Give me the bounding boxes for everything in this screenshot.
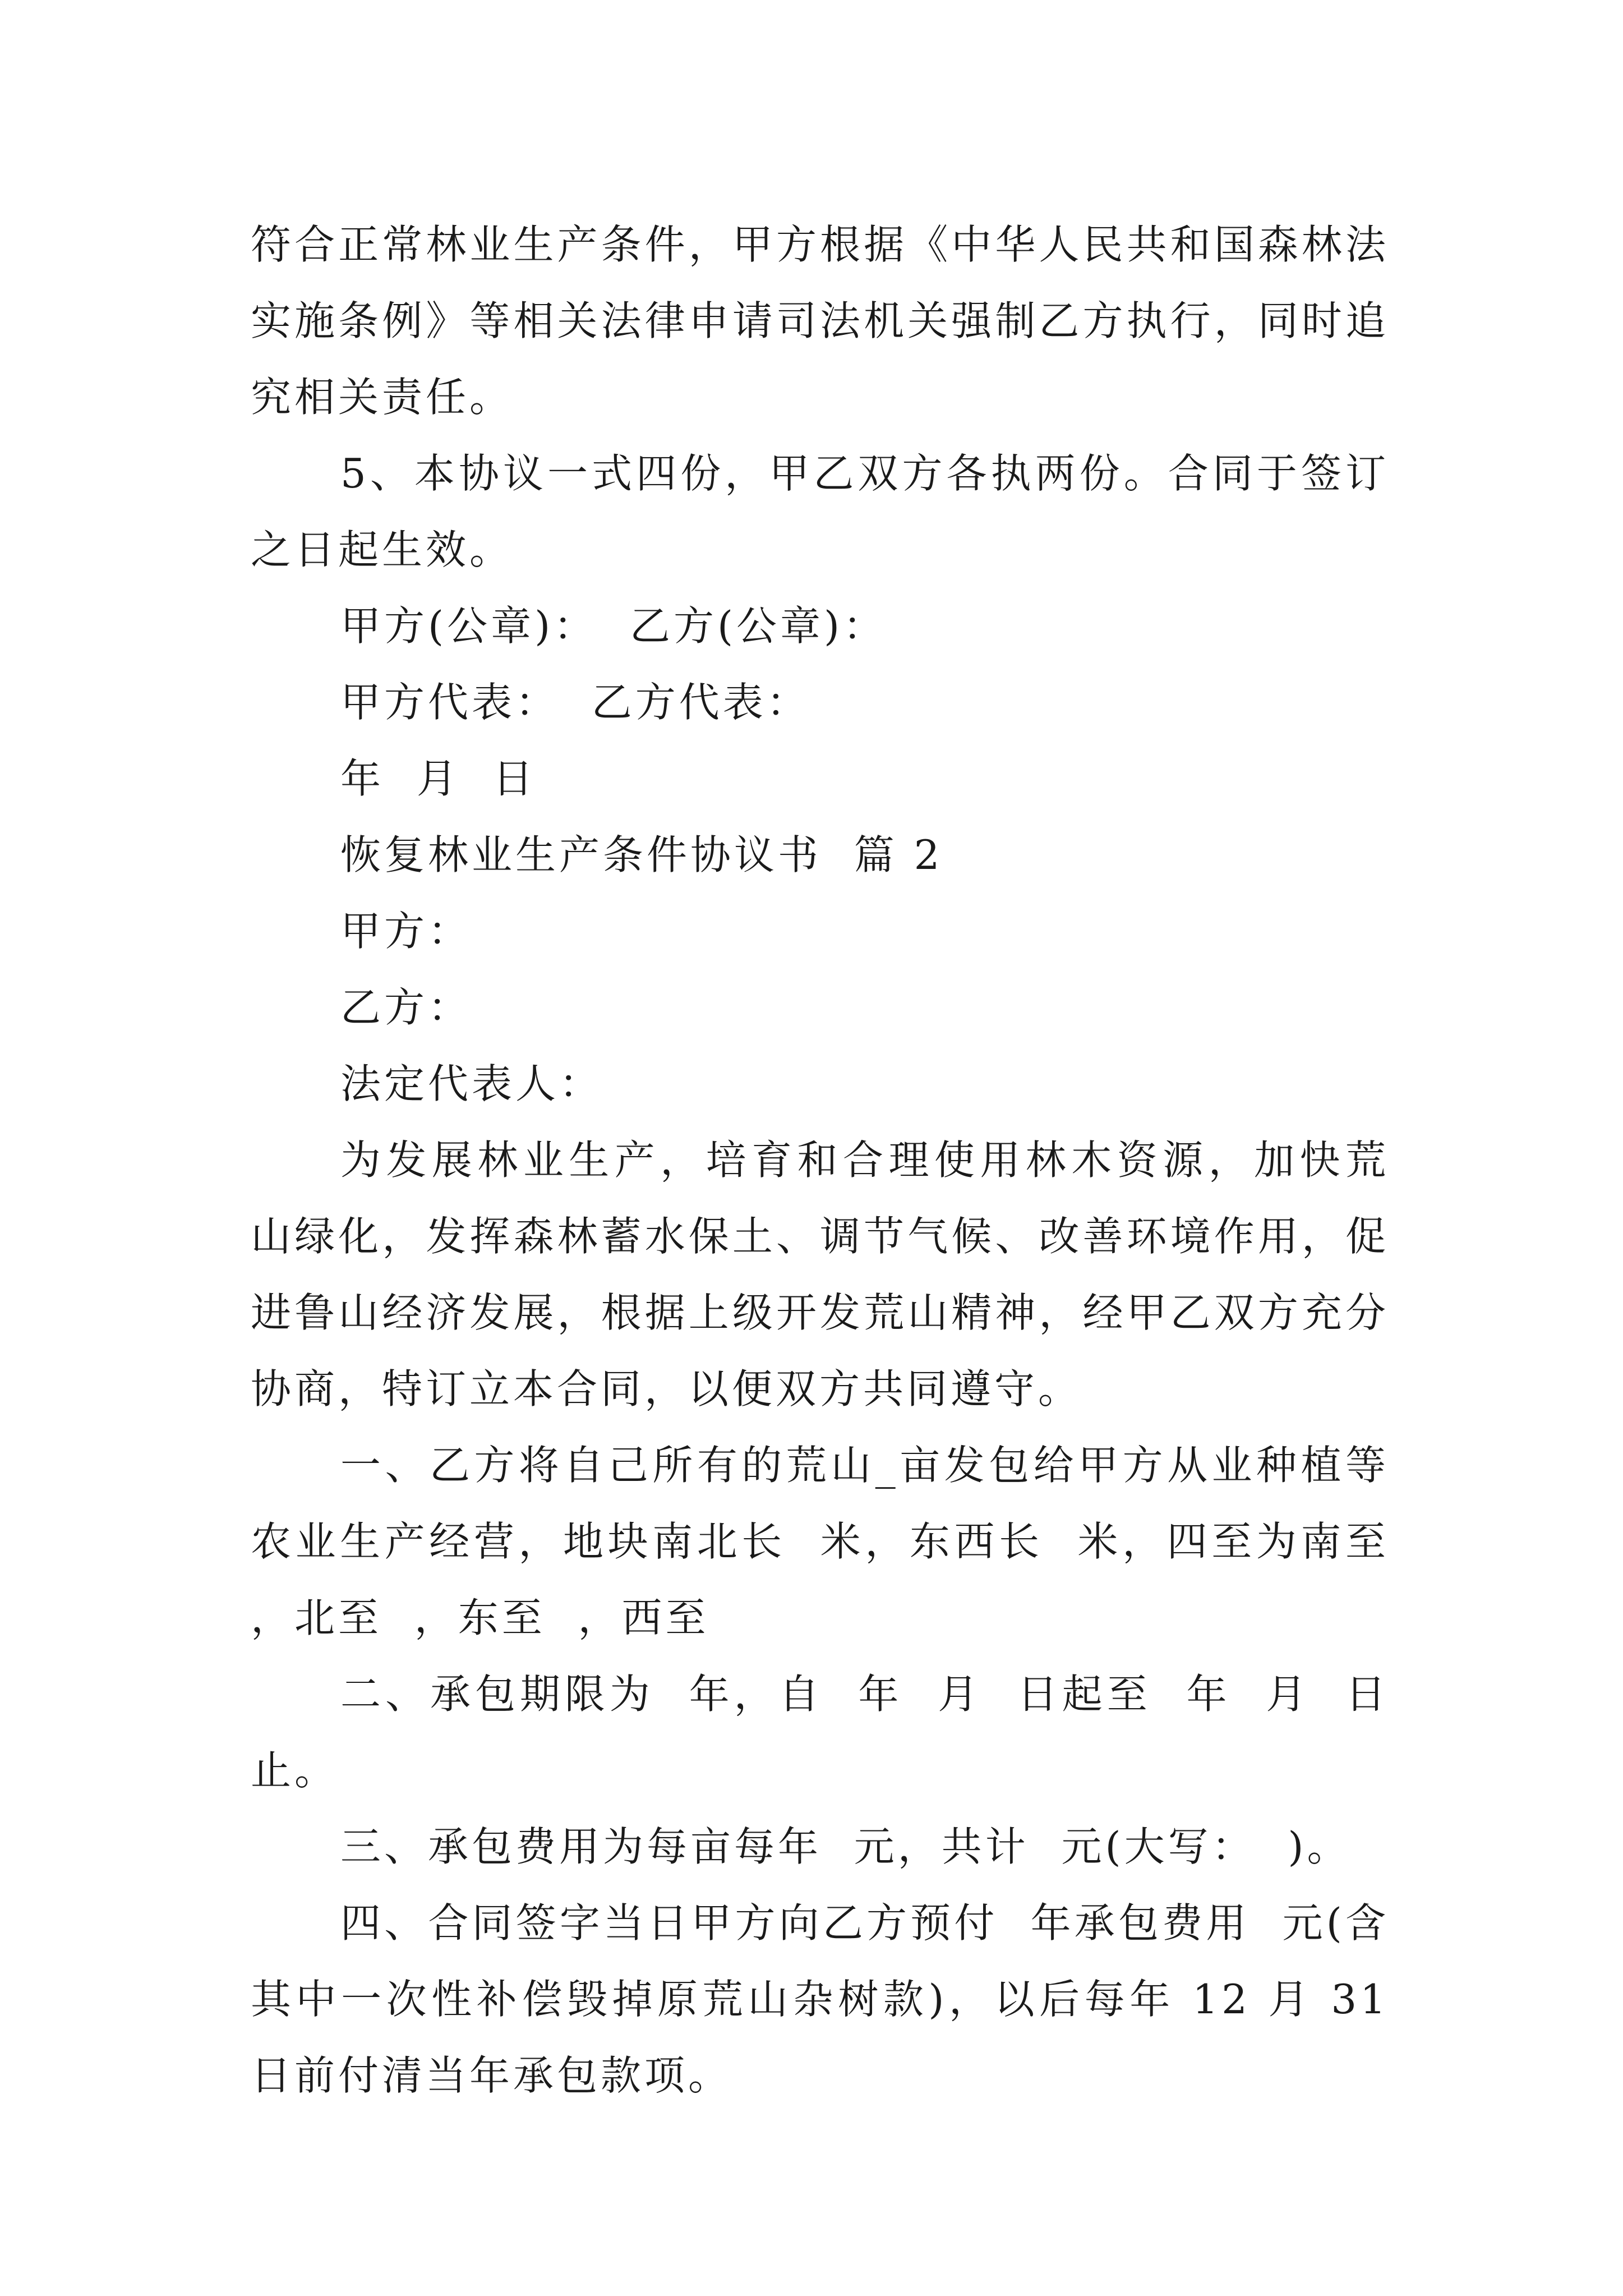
clause-4: 四、合同签字当日甲方向乙方预付 年承包费用 元(含其中一次性补偿毁掉原荒山杂树款)，以后每年 12 月 31 日前付清当年承包款项。 <box>251 1899 1405 2099</box>
paragraph-1: 符合正常林业生产条件，甲方根据《中华人民共和国森林法实施条例》等相关法律申请司法机关强制乙方执行，同时追究相关责任。 <box>251 221 1389 421</box>
clause-2: 二、承包期限为 年，自 年 月 日起至 年 月 日止。 <box>251 1671 1389 1794</box>
clause-3: 三、承包费用为每亩每年 元，共计 元(大写： )。 <box>340 1823 1351 1870</box>
party-a-line: 甲方： <box>340 908 472 955</box>
preamble-paragraph: 为发展林业生产，培育和合理使用林木资源，加快荒山绿化，发挥森林蓄水保土、调节气候、改善环境作用，促进鲁山经济发展，根据上级开发荒山精神，经甲乙双方充分协商，特订立本合同，以便双方共同遵守。 <box>251 1137 1389 1412</box>
party-b-line: 乙方： <box>340 984 472 1031</box>
party-a-seal-line: 甲方(公章)： 乙方(公章)： <box>340 602 887 650</box>
paragraph-2: 5、本协议一式四份，甲乙双方各执两份。合同于签订之日起生效。 <box>251 450 1389 573</box>
representative-line: 甲方代表： 乙方代表： <box>340 679 810 726</box>
document-body <box>251 206 1422 2114</box>
section-title: 恢复林业生产条件协议书 篇 2 <box>340 831 943 878</box>
clause-1: 一、乙方将自己所有的荒山_亩发包给甲方从业种植等农业生产经营，地块南北长 米，东西长 米，四至为南至 ，北至 ，东至 ，西至 <box>251 1442 1422 1641</box>
legal-representative-line: 法定代表人： <box>340 1060 603 1107</box>
date-line: 年 月 日 <box>340 755 537 802</box>
